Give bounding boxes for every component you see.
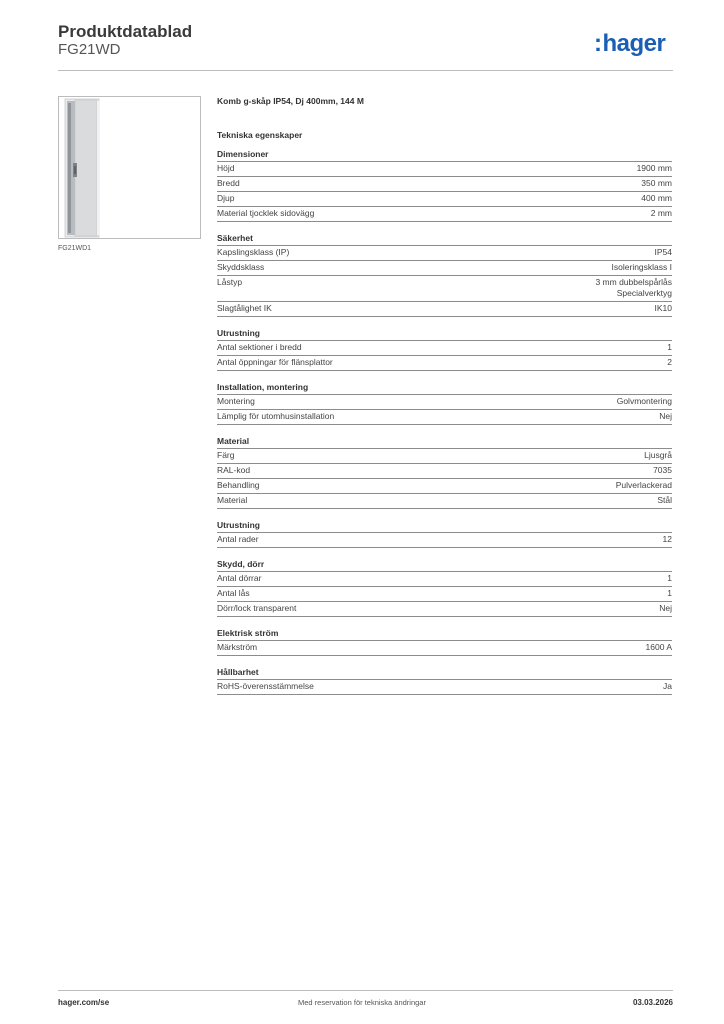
spec-value: Ja [663, 681, 672, 691]
spec-value: Pulverlackerad [615, 480, 672, 490]
spec-table [217, 340, 672, 371]
section-title: Skydd, dörr [217, 559, 265, 569]
spec-value: 3 mm dubbelspårlås Specialverktyg [595, 277, 672, 298]
spec-label: Slagtålighet IK [217, 303, 272, 313]
spec-row [217, 176, 672, 191]
spec-row [217, 679, 672, 695]
spec-value: Ljusgrå [644, 450, 672, 460]
spec-value: 7035 [653, 465, 672, 475]
section-title: Material [217, 436, 250, 446]
spec-label: Antal rader [217, 534, 259, 544]
spec-row [217, 586, 672, 601]
hager-logo [594, 30, 665, 58]
spec-row [217, 493, 672, 509]
spec-table [217, 679, 672, 695]
spec-label: Antal dörrar [217, 573, 262, 583]
spec-label: Skyddsklass [217, 262, 265, 272]
spec-value: Isoleringsklass I [611, 262, 672, 272]
spec-label: Lämplig för utomhusinstallation [217, 411, 335, 421]
properties-heading: Tekniska egenskaper [217, 130, 303, 140]
spec-table [217, 161, 672, 222]
logo-text: hager [602, 30, 666, 57]
footer-date: 03.03.2026 [632, 998, 673, 1007]
spec-label: Dörr/lock transparent [217, 603, 297, 613]
spec-value: 12 [662, 534, 672, 544]
spec-section [217, 435, 672, 509]
spec-value: 1600 A [645, 642, 672, 652]
header-divider [58, 70, 673, 71]
spec-label: Antal öppningar för flänsplattor [217, 357, 333, 367]
product-description: Komb g-skåp IP54, Dj 400mm, 144 M [217, 96, 364, 106]
spec-value: 2 mm [650, 208, 672, 218]
spec-label: Djup [217, 193, 235, 203]
spec-row [217, 245, 672, 260]
spec-row [217, 260, 672, 275]
spec-label: Låstyp [217, 277, 243, 287]
section-title: Hållbarhet [217, 667, 259, 677]
product-code: FG21WD [58, 41, 121, 58]
spec-row [217, 206, 672, 222]
spec-table [217, 571, 672, 617]
spec-value: 1900 mm [636, 163, 672, 173]
spec-table [217, 532, 672, 548]
spec-section [217, 666, 672, 695]
spec-label: Märkström [217, 642, 258, 652]
spec-row [217, 191, 672, 206]
section-title: Säkerhet [217, 233, 253, 243]
spec-label: Material [217, 495, 248, 505]
spec-row [217, 161, 672, 176]
spec-section [217, 381, 672, 425]
section-title: Elektrisk ström [217, 628, 279, 638]
spec-value: 2 [667, 357, 672, 367]
spec-value: 1 [667, 588, 672, 598]
spec-row [217, 394, 672, 409]
spec-row [217, 301, 672, 317]
image-caption: FG21WD1 [58, 245, 92, 252]
spec-section [217, 148, 672, 222]
spec-section [217, 627, 672, 656]
spec-value: Stål [657, 495, 672, 505]
spec-label: Antal lås [217, 588, 250, 598]
spec-value: 350 mm [641, 178, 672, 188]
section-title: Installation, montering [217, 382, 309, 392]
spec-row [217, 601, 672, 617]
spec-table [217, 245, 672, 317]
page-title: Produktdatablad [58, 22, 193, 41]
section-title: Utrustning [217, 520, 260, 530]
spec-section [217, 558, 672, 617]
spec-label: Behandling [217, 480, 260, 490]
footer-website[interactable]: hager.com/se [58, 998, 110, 1007]
spec-value: IP54 [654, 247, 672, 257]
section-title: Dimensioner [217, 149, 269, 159]
footer-disclaimer: Med reservation för tekniska ändringar [298, 998, 426, 1007]
section-title: Utrustning [217, 328, 260, 338]
spec-value: 1 [667, 342, 672, 352]
spec-row [217, 355, 672, 371]
spec-value: Golvmontering [616, 396, 672, 406]
spec-section [217, 232, 672, 317]
spec-label: Material tjocklek sidovägg [217, 208, 315, 218]
spec-section [217, 519, 672, 548]
spec-row [217, 640, 672, 656]
spec-label: Montering [217, 396, 255, 406]
spec-row [217, 409, 672, 425]
spec-row [217, 275, 672, 301]
logo-colon: : [594, 30, 602, 57]
spec-label: Höjd [217, 163, 235, 173]
spec-table [217, 394, 672, 425]
spec-row [217, 448, 672, 463]
footer-divider [58, 990, 673, 991]
spec-value: 1 [667, 573, 672, 583]
cabinet-image [59, 97, 200, 238]
spec-label: RAL-kod [217, 465, 251, 475]
spec-value: IK10 [654, 303, 672, 313]
spec-label: RoHS-överensstämmelse [217, 681, 314, 691]
spec-label: Färg [217, 450, 235, 460]
spec-label: Bredd [217, 178, 240, 188]
spec-row [217, 463, 672, 478]
spec-value: Nej [659, 603, 672, 613]
spec-table [217, 448, 672, 509]
spec-sections [217, 148, 672, 695]
spec-value: Nej [659, 411, 672, 421]
spec-row [217, 532, 672, 548]
product-image [58, 96, 201, 239]
specs-panel [217, 92, 672, 705]
spec-row [217, 340, 672, 355]
spec-label: Kapslingsklass (IP) [217, 247, 290, 257]
spec-row [217, 478, 672, 493]
spec-table [217, 640, 672, 656]
spec-row [217, 571, 672, 586]
spec-value: 400 mm [641, 193, 672, 203]
spec-label: Antal sektioner i bredd [217, 342, 302, 352]
spec-section [217, 327, 672, 371]
